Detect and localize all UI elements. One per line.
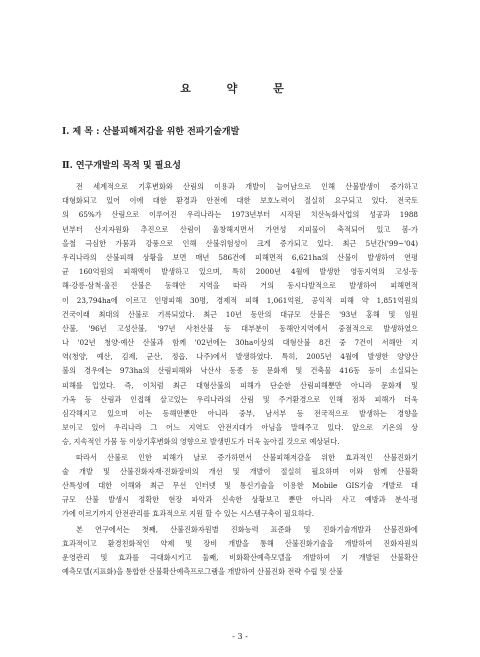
text-line: 역(청양, 예산, 김제, 군산, 정읍, 나주)에서 발생하였다. 특히, 2005년 4월에 발생한 양양산 — [62, 352, 418, 362]
text-line: 운영관리 및 효과를 극대화시키고 둘째, 비화확산예측모델을 개발하여 기 개발된 산불확산 — [62, 552, 418, 562]
text-line: 의 65%가 산림으로 이루어진 우리나라는 1973년부터 시작된 치산녹화사업의 성공과 1988 — [62, 210, 418, 220]
section-heading-title: Ⅰ. 제 목 : 산불피해저감을 위한 전파기술개발 — [62, 127, 240, 137]
page-number: - 3 - — [232, 632, 248, 641]
text-line: 나 '02년 청양·예산 산불과 함께 '02년에는 30ha이상의 대형산불 8건 중 7건이 서해안 지 — [62, 338, 418, 348]
text-line: 균 160억원의 피해액이 발생하고 있으며, 특히 2000년 4월에 발생한 영동지역의 고성·동 — [62, 267, 418, 277]
text-line: 규모 산불 발생시 정확한 현장 파악과 신속한 상황보고 뿐만 아니라 사고 예방과 분석·평 — [62, 495, 418, 505]
text-line: 산불, '96년 고성산불, '97년 사천산불 등 대부분이 동해안지역에서 중점적으로 발생하였으 — [62, 323, 418, 333]
text-line: 이 23,794ha에 이르고 인명피해 30명, 경제적 피해 1,061억원, 공익적 피해 약 1,851억원의 — [62, 295, 418, 305]
text-line: 해·강릉·삼척·울진 산불은 동해안 지역을 따라 거의 동시다발적으로 발생하여 피해면적 — [62, 281, 418, 291]
paragraph-3 — [62, 523, 418, 580]
section-heading-purpose: Ⅱ. 연구개발의 목적 및 필요성 — [62, 161, 181, 171]
text-line: 본 연구에서는 첫째, 산불진화자원별 진화능력 표준화 및 진화기술개발과 산불진화에 — [76, 524, 418, 534]
body-text — [62, 180, 418, 580]
text-line: 우리나라의 산불피해 상황을 보면 매년 586건에 피해면적 6,621ha의 산불이 발생하여 연평 — [62, 252, 418, 262]
text-line: 승, 지속적인 가뭄 등 이상기후변화의 영향으로 발생빈도가 더욱 높아질 것으로 예상된다. — [62, 437, 340, 447]
text-line: 보이고 있어 우리나라 그 어느 지역도 안전지대가 아님을 말해주고 있다. 앞으로 기온의 상 — [62, 423, 418, 433]
text-line: 가옥 등 산림과 인접해 살고있는 우리나라의 산림 및 주거환경으로 인해 점차 피해가 더욱 — [62, 394, 418, 404]
text-line: 심각해지고 있으며 이는 동해안뿐만 아니라 중부, 남서부 등 전국적으로 발생하는 경향을 — [62, 409, 418, 418]
text-line: 예측모델(지표화)을 통합한 산불확산예측프로그램을 개발하여 산불진화 전략 수립 및 산불 — [62, 567, 343, 577]
text-line: 건국이래 최대의 산불로 기록되었다. 최근 10년 동안의 대규모 산불은 '93년 홍해 및 임원 — [62, 309, 418, 319]
paragraph-2 — [62, 451, 418, 522]
text-line: 대형화되고 있어 이에 대한 환경과 안전에 대한 보호노력이 절실히 요구되고 있다. 전국토 — [62, 196, 418, 206]
page-title: 요 약 문 — [180, 82, 300, 95]
text-line: 전 세계적으로 기후변화와 산림의 이용과 개발이 늘어남으로 인해 산불발생이 증가하고 — [76, 182, 418, 191]
text-line: 불의 경우에는 973ha의 산림피해와 낙산사 동종 등 문화재 및 건축물 416동 등이 소실되는 — [62, 366, 418, 376]
text-line: 술 개발 및 산불진화자재·진화장비의 개선 및 개발이 절실히 필요하며 이와 함께 산불확 — [62, 466, 418, 476]
text-line: 년부터 산지자원화 추진으로 산림이 울창해지면서 가연성 지피물이 축적되어 있고 봄·가 — [62, 224, 418, 234]
text-line: 따라서 산불로 인한 피해가 날로 증가하면서 산불피해저감을 위한 효과적인 산불진화기 — [76, 452, 418, 462]
text-line: 을철 극심한 가뭄과 강풍으로 인해 산불위험성이 크게 증가되고 있다. 최근 5년간('99~'04) — [62, 238, 418, 248]
text-line: 피해를 입었다. 즉, 이처럼 최근 대형산불의 피해가 단순한 산림피해뿐만 아니라 문화재 및 — [62, 380, 418, 390]
text-line: 효과적이고 환경친화적인 약제 및 장비 개발을 통해 산불진화기술을 개발하여 진화자원의 — [62, 538, 418, 548]
text-line: 가에 이르기까지 안전관리를 효과적으로 지원 할 수 있는 시스템구축이 필요하다. — [62, 509, 314, 519]
paragraph-1 — [62, 180, 418, 450]
text-line: 산특성에 대한 이해와 최근 무선 인터넷 및 통신기술을 이용한 Mobile GIS기술 개발로 대 — [62, 480, 418, 490]
